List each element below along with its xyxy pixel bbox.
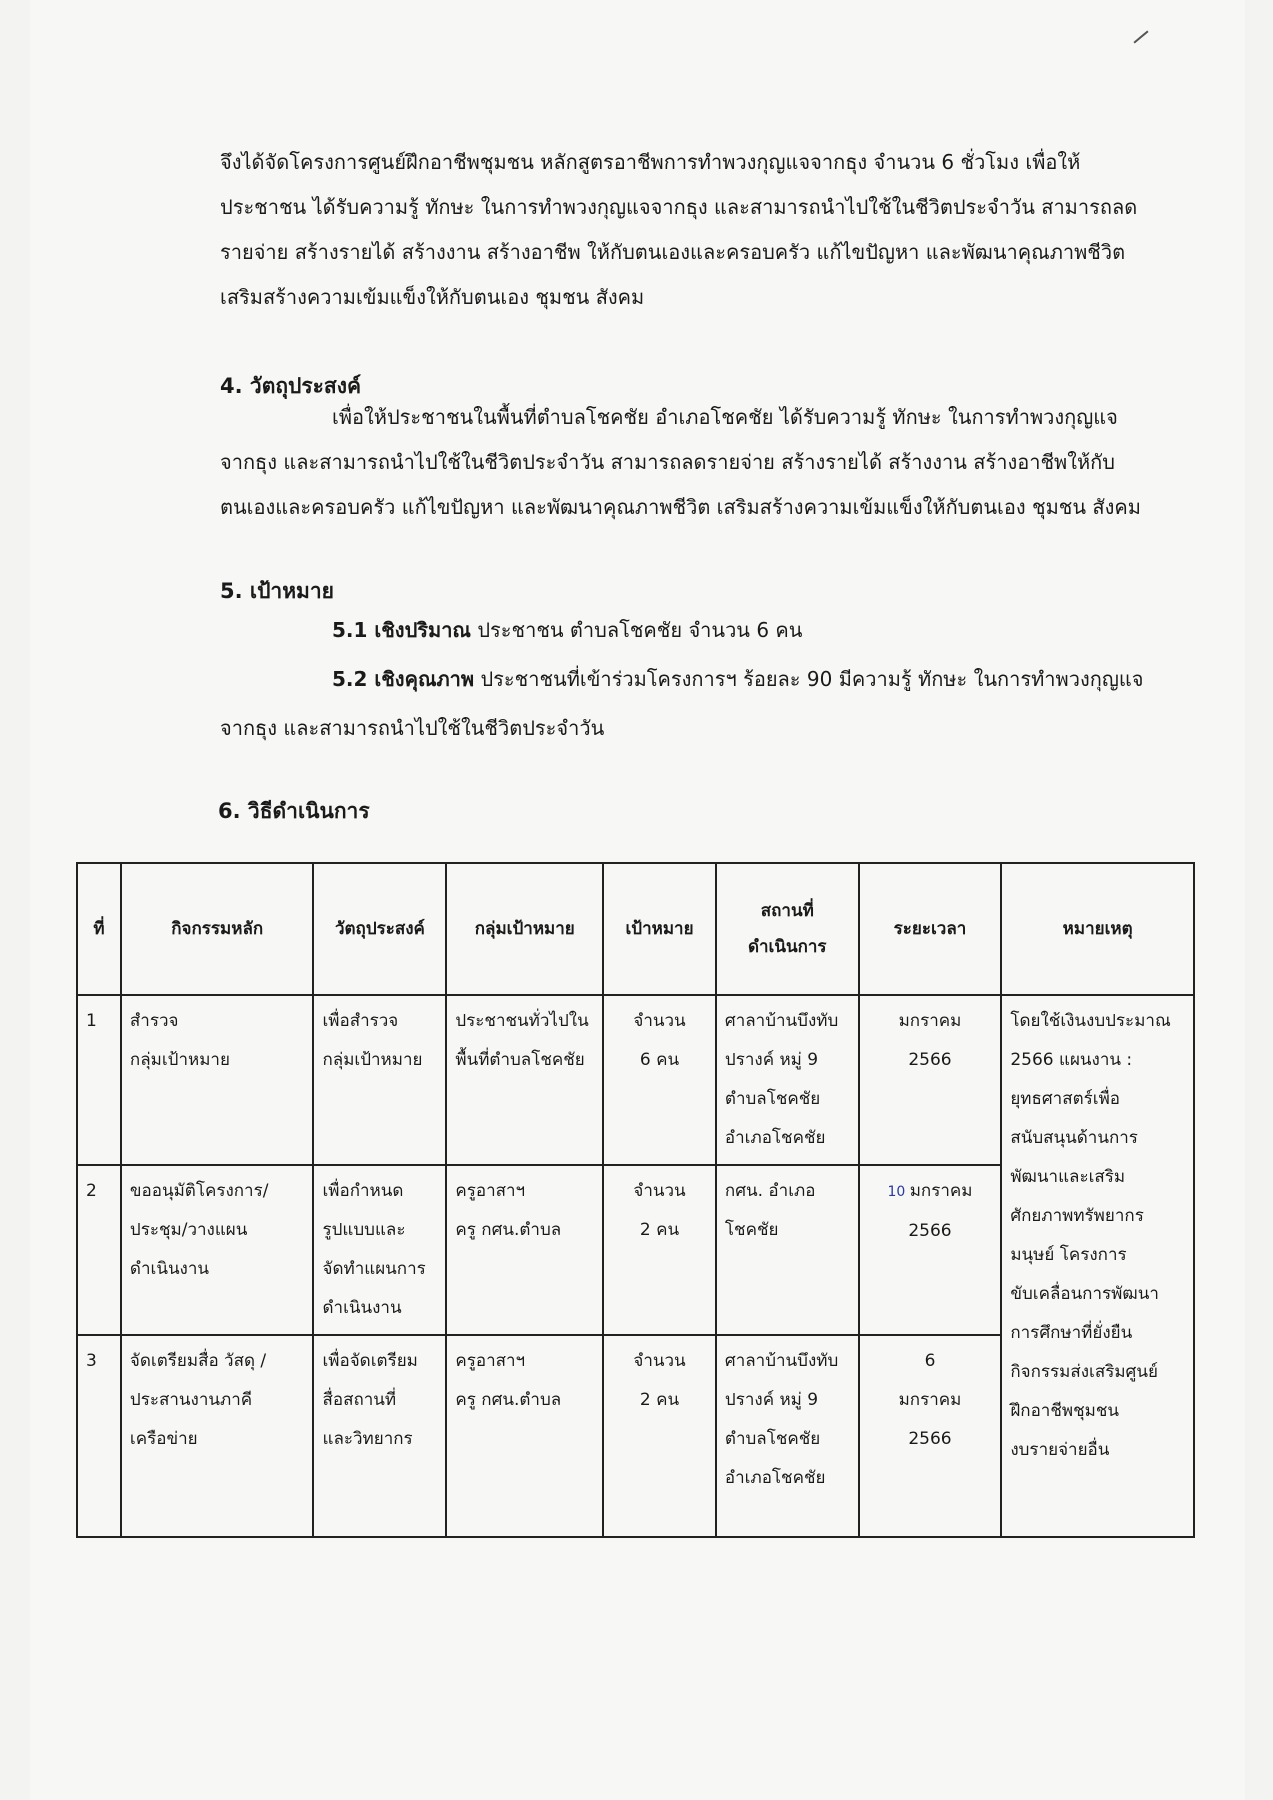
text-line: จากธุง และสามารถนำไปใช้ในชีวิตประจำวัน: [220, 716, 605, 740]
cell-objective: [313, 1165, 446, 1335]
handwritten-day: 10: [887, 1184, 910, 1200]
text-line: เสริมสร้างความเข้มแข็งให้กับตนเอง ชุมชน สังคม: [220, 285, 645, 309]
cell-place: [716, 1165, 859, 1335]
cell-text: อำเภอโชคชัย: [724, 1468, 826, 1488]
section-6-heading: 6. วิธีดำเนินการ: [218, 799, 370, 823]
text-line: รายจ่าย สร้างรายได้ สร้างงาน สร้างอาชีพ ให้กับตนเองและครอบครัว แก้ไขปัญหา และพัฒนาคุณภาพชีวิต: [220, 240, 1126, 264]
cell-text: อำเภอโชคชัย: [724, 1128, 826, 1148]
cell-objective: [313, 1335, 446, 1537]
column-header: [716, 863, 859, 995]
column-header: [121, 863, 314, 995]
cell-activity: [121, 995, 314, 1165]
cell-target: [603, 1335, 716, 1537]
cell-text: รูปแบบและ: [322, 1220, 406, 1240]
cell-text: ครู กศน.ตำบล: [455, 1220, 562, 1240]
cell-text: และวิทยากร: [322, 1429, 413, 1449]
cell-text: ประชาชนทั่วไปใน: [455, 1011, 589, 1031]
text-line: ประชาชน ได้รับความรู้ ทักษะ ในการทำพวงกุญแจจากธุง และสามารถนำไปใช้ในชีวิตประจำวัน สามารถลด: [220, 195, 1138, 219]
cell-target: [603, 1165, 716, 1335]
column-header: [446, 863, 603, 995]
header-text: กิจกรรมหลัก: [171, 919, 264, 939]
goal-quantity: [220, 608, 1143, 653]
cell-text: กลุ่มเป้าหมาย: [129, 1050, 230, 1070]
header-text: ระยะเวลา: [893, 919, 967, 939]
cell-text: 1: [86, 1011, 97, 1031]
cell-group: [446, 995, 603, 1165]
cell-text: ครูอาสาฯ: [455, 1181, 526, 1201]
header-text: หมายเหตุ: [1062, 919, 1133, 939]
cell-text: จัดทำแผนการ: [322, 1259, 426, 1279]
column-header: [603, 863, 716, 995]
goal-text: ประชาชน ตำบลโชคชัย จำนวน 6 คน: [470, 618, 803, 642]
cell-text: มนุษย์ โครงการ: [1010, 1245, 1127, 1265]
cell-text: พื้นที่ตำบลโชคชัย: [455, 1050, 585, 1070]
section-5-heading: 5. เป้าหมาย: [220, 579, 334, 603]
cell-text: ปรางค์ หมู่ 9: [724, 1050, 819, 1070]
cell-place: [716, 995, 859, 1165]
cell-text: สำรวจ: [129, 1011, 179, 1031]
cell-text: 2566: [908, 1050, 952, 1070]
column-header: [1001, 863, 1194, 995]
cell-text: 2 คน: [639, 1390, 680, 1410]
text-line: เพื่อให้ประชาชนในพื้นที่ตำบลโชคชัย อำเภอโชคชัย ได้รับความรู้ ทักษะ ในการทำพวงกุญแจ: [332, 405, 1118, 429]
cell-text: 2566: [908, 1429, 952, 1449]
cell-text: จำนวน: [633, 1181, 686, 1201]
cell-text: ประสานงานภาคี: [129, 1390, 253, 1410]
cell-text: 3: [86, 1351, 97, 1371]
cell-period: [859, 1165, 1002, 1335]
cell-text: มกราคม: [898, 1011, 962, 1031]
cell-text: ปรางค์ หมู่ 9: [724, 1390, 819, 1410]
operations-table: [76, 862, 1195, 1538]
cell-text: งบรายจ่ายอื่น: [1010, 1440, 1110, 1460]
table-header-row: [77, 863, 1194, 995]
cell-text: กศน. อำเภอ: [724, 1181, 816, 1201]
cell-text: 6 คน: [639, 1050, 680, 1070]
cell-text: เพื่อกำหนด: [322, 1181, 404, 1201]
cell-text: สื่อสถานที่: [322, 1390, 397, 1410]
cell-text: โชคชัย: [724, 1220, 779, 1240]
goal-quality: [220, 657, 1143, 702]
cell-text: กลุ่มเป้าหมาย: [322, 1050, 423, 1070]
header-text: ดำเนินการ: [747, 937, 827, 957]
cell-text: 2566: [908, 1221, 952, 1241]
section-4-heading: 4. วัตถุประสงค์: [220, 374, 362, 398]
column-header: [313, 863, 446, 995]
cell-text: ศาลาบ้านบึงทับ: [724, 1351, 839, 1371]
table-row: [77, 995, 1194, 1165]
cell-text: โดยใช้เงินงบประมาณ: [1010, 1011, 1171, 1031]
column-header: [77, 863, 121, 995]
cell-text: ตำบลโชคชัย: [724, 1089, 821, 1109]
cell-group: [446, 1335, 603, 1537]
cell-activity: [121, 1335, 314, 1537]
cell-text: 6: [924, 1351, 936, 1371]
cell-text: ดำเนินงาน: [129, 1259, 210, 1279]
cell-place: [716, 1335, 859, 1537]
cell-no: [77, 995, 121, 1165]
header-text: ที่: [93, 919, 105, 939]
cell-text: เพื่อสำรวจ: [322, 1011, 399, 1031]
cell-period: [859, 995, 1002, 1165]
cell-text: ฝึกอาชีพชุมชน: [1010, 1401, 1120, 1421]
cell-text: ตำบลโชคชัย: [724, 1429, 821, 1449]
column-header: [859, 863, 1002, 995]
cell-text: ประชุม/วางแผน: [129, 1220, 248, 1240]
header-text: เป้าหมาย: [625, 919, 694, 939]
cell-no: [77, 1335, 121, 1537]
goal-label: 5.2 เชิงคุณภาพ: [332, 667, 475, 691]
cell-text: ดำเนินงาน: [322, 1298, 402, 1318]
goal-label: 5.1 เชิงปริมาณ: [332, 618, 471, 642]
cell-period: [859, 1335, 1002, 1537]
cell-activity: [121, 1165, 314, 1335]
cell-text: ยุทธศาสตร์เพื่อ: [1010, 1089, 1120, 1109]
cell-text: การศึกษาที่ยั่งยืน: [1010, 1323, 1133, 1343]
section-4-paragraph: [220, 395, 1141, 530]
cell-text: พัฒนาและเสริม: [1010, 1167, 1126, 1187]
header-text: สถานที่: [760, 901, 814, 921]
cell-text: จำนวน: [633, 1351, 686, 1371]
cell-text: ศาลาบ้านบึงทับ: [724, 1011, 839, 1031]
text-line: ตนเองและครอบครัว แก้ไขปัญหา และพัฒนาคุณภาพชีวิต เสริมสร้างความเข้มแข็งให้กับตนเอง ชุมชน สังคม: [220, 495, 1141, 519]
text-line: จึงได้จัดโครงการศูนย์ฝึกอาชีพชุมชน หลักสูตรอาชีพการทำพวงกุญแจจากธุง จำนวน 6 ชั่วโมง เพื่อให้: [220, 150, 1081, 174]
cell-text: เพื่อจัดเตรียม: [322, 1351, 418, 1371]
cell-target: [603, 995, 716, 1165]
cell-text: ขับเคลื่อนการพัฒนา: [1010, 1284, 1159, 1304]
cell-text: 10 มกราคม: [887, 1181, 973, 1201]
cell-text: ศักยภาพทรัพยากร: [1010, 1206, 1144, 1226]
intro-paragraph: [220, 140, 1137, 320]
cell-text: สนับสนุนด้านการ: [1010, 1128, 1138, 1148]
cell-text: ครูอาสาฯ: [455, 1351, 526, 1371]
cell-text: จำนวน: [633, 1011, 686, 1031]
cell-text: มกราคม: [898, 1390, 962, 1410]
cell-text: 2566 แผนงาน :: [1010, 1050, 1133, 1070]
cell-text: เครือข่าย: [129, 1429, 198, 1449]
cell-text: 2 คน: [639, 1220, 680, 1240]
cell-text: ครู กศน.ตำบล: [455, 1390, 562, 1410]
cell-text: 2: [86, 1181, 97, 1201]
cell-text: จัดเตรียมสื่อ วัสดุ /: [129, 1351, 267, 1371]
section-5-content: [220, 608, 1143, 751]
cell-objective: [313, 995, 446, 1165]
cell-text: ขออนุมัติโครงการ/: [129, 1181, 269, 1201]
goal-text: ประชาชนที่เข้าร่วมโครงการฯ ร้อยละ 90 มีความรู้ ทักษะ ในการทำพวงกุญแจ: [474, 667, 1144, 691]
cell-remark: [1001, 995, 1194, 1537]
header-text: กลุ่มเป้าหมาย: [474, 919, 575, 939]
header-text: วัตถุประสงค์: [334, 919, 425, 939]
text-line: จากธุง และสามารถนำไปใช้ในชีวิตประจำวัน สามารถลดรายจ่าย สร้างรายได้ สร้างงาน สร้างอาชีพให้กับ: [220, 450, 1115, 474]
cell-group: [446, 1165, 603, 1335]
cell-text: กิจกรรมส่งเสริมศูนย์: [1010, 1362, 1158, 1382]
cell-no: [77, 1165, 121, 1335]
